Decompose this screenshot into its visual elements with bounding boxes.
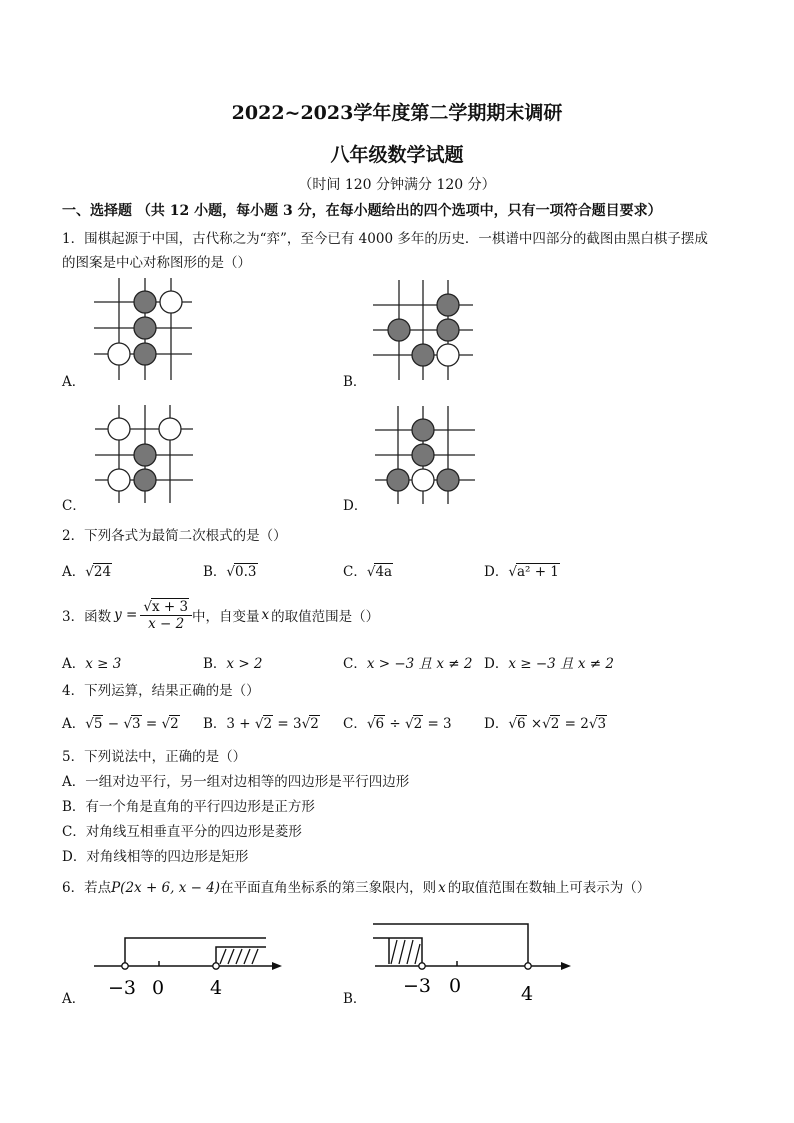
white-stone — [160, 291, 182, 313]
q5-option-b: B．有一个角是直角的平行四边形是正方形 — [62, 799, 315, 815]
go-board-d — [375, 406, 475, 504]
black-stone — [134, 291, 156, 313]
section-heading: 一、选择题 （共 12 小题，每小题 3 分，在每小题给出的四个选项中，只有一项符合题目要求） — [62, 203, 662, 219]
exam-subtitle: 八年级数学试题 — [330, 144, 464, 166]
q4-stem: 4．下列运算，结果正确的是（） — [62, 683, 260, 699]
q2-stem: 2．下列各式为最简二次根式的是（） — [62, 528, 287, 544]
q1-label-a: A． — [62, 374, 86, 390]
black-stone — [388, 319, 410, 341]
q3-option-c: C．x > −3 且 x ≠ 2 — [343, 656, 473, 672]
q5-option-d: D．对角线相等的四边形是矩形 — [62, 849, 249, 865]
q4-option-c: C．√6 ÷ √2 = 3 — [343, 716, 452, 732]
go-board-a — [92, 278, 192, 380]
q1-label-c: C． — [62, 498, 86, 514]
q2-option-d: D．√a² + 1 — [484, 564, 559, 580]
go-board-b — [373, 280, 473, 380]
q1-line1: 1．围棋起源于中国，古代称之为“弈”，至今已有 4000 多年的历史．一棋谱中四部分的截图由黑白棋子摆成 — [62, 231, 708, 247]
white-stone — [108, 469, 130, 491]
q3-option-b: B．x > 2 — [203, 656, 263, 672]
black-stone — [387, 469, 409, 491]
q1-label-d: D． — [343, 498, 368, 514]
black-stone — [134, 343, 156, 365]
black-stone — [437, 294, 459, 316]
q1-label-b: B． — [343, 374, 367, 390]
tick-label: 0 — [449, 975, 462, 997]
black-stone — [134, 444, 156, 466]
number-line-b — [373, 920, 573, 1005]
tick-label: 0 — [152, 977, 165, 999]
q3-stem: 3．函数 y = $\frac{√x + 3}{x - 2}$ 中，自变量 x 的取值范围是（） — [62, 599, 380, 632]
black-stone — [412, 419, 434, 441]
q1-line2: 的图案是中心对称图形的是（） — [62, 255, 251, 271]
tick-label: 4 — [210, 977, 223, 999]
white-stone — [108, 343, 130, 365]
q4-option-d: D．√6 ×√2 = 2√3 — [484, 716, 607, 732]
white-stone — [159, 418, 181, 440]
tick-label: −3 — [403, 975, 432, 997]
black-stone — [437, 469, 459, 491]
q4-option-a: A．√5 − √3 = √2 — [62, 716, 179, 732]
q6-label-a: A． — [62, 991, 86, 1007]
white-stone — [437, 344, 459, 366]
q4-option-b: B．3 + √2 = 3√2 — [203, 716, 319, 732]
black-stone — [412, 344, 434, 366]
q3-option-a: A．x ≥ 3 — [62, 656, 122, 672]
q5-option-c: C．对角线互相垂直平分的四边形是菱形 — [62, 824, 302, 840]
number-line-a — [92, 930, 282, 1000]
q6-label-b: B． — [343, 991, 367, 1007]
exam-title: 2022~2023学年度第二学期期末调研 — [231, 102, 563, 124]
tick-label: −3 — [108, 977, 137, 999]
go-board-c — [95, 405, 193, 503]
q2-option-c: C．√4a — [343, 564, 393, 580]
q5-option-a: A．一组对边平行，另一组对边相等的四边形是平行四边形 — [62, 774, 410, 790]
tick-label: 4 — [521, 983, 534, 1005]
q5-stem: 5．下列说法中，正确的是（） — [62, 749, 247, 765]
q2-option-b: B．√0.3 — [203, 564, 257, 580]
q6-stem: 6．若点P(2x + 6, x − 4)在平面直角坐标系的第三象限内，则 x 的取值范围在数轴上可表示为（） — [62, 880, 651, 896]
black-stone — [134, 469, 156, 491]
white-stone — [412, 469, 434, 491]
black-stone — [412, 444, 434, 466]
time-info: （时间 120 分钟满分 120 分） — [298, 177, 496, 193]
q2-option-a: A．√24 — [62, 564, 112, 580]
black-stone — [437, 319, 459, 341]
q3-fraction: $\frac{√x + 3}{x - 2}$ — [140, 598, 192, 632]
q3-option-d: D．x ≥ −3 且 x ≠ 2 — [484, 656, 614, 672]
white-stone — [108, 418, 130, 440]
black-stone — [134, 317, 156, 339]
